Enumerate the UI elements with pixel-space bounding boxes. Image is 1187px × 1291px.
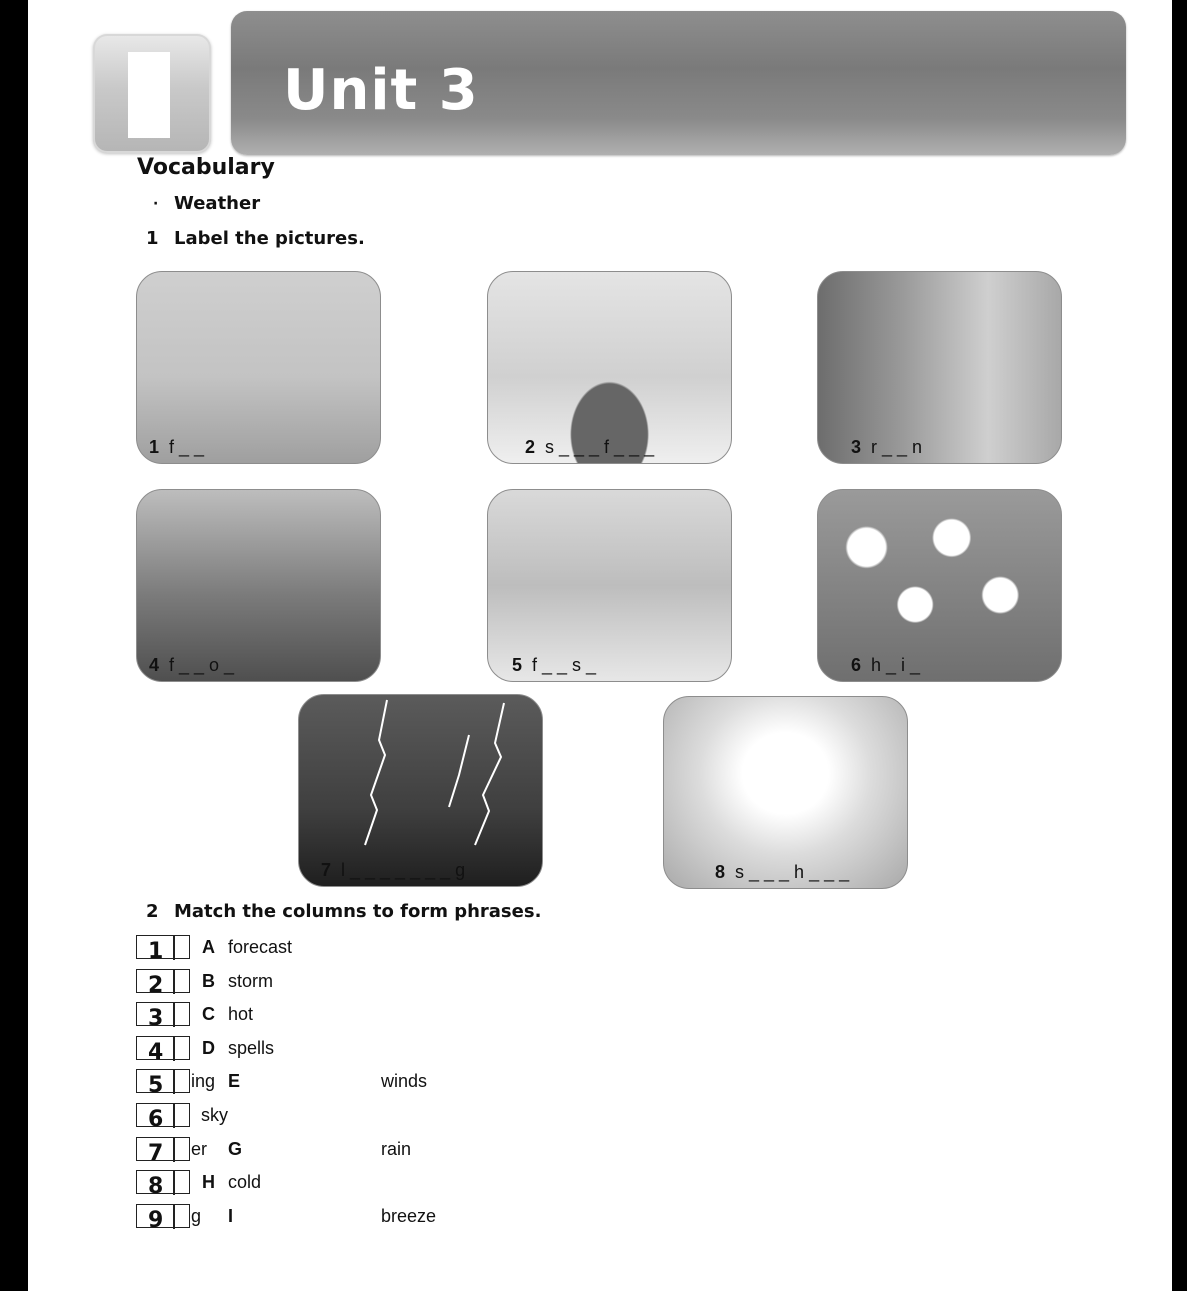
row-number: 3 xyxy=(148,1006,164,1031)
picture-4-caption xyxy=(149,655,234,676)
picture-lightning xyxy=(298,694,543,887)
picture-flood xyxy=(136,489,381,682)
picture-5-clue: f _ _ s _ xyxy=(532,655,597,675)
row-number: 1 xyxy=(148,939,164,964)
picture-frost xyxy=(487,489,732,682)
picture-1-clue: f _ _ xyxy=(169,437,205,457)
exercise-1-number: 1 xyxy=(146,228,159,249)
picture-snowfall xyxy=(487,271,732,464)
row-number: 9 xyxy=(148,1208,164,1233)
picture-3-number: 3 xyxy=(851,437,862,457)
topic-bullet: · xyxy=(153,196,159,212)
exercise-2-instruction: Match the columns to form phrases. xyxy=(174,901,542,922)
picture-8-clue: s _ _ _ h _ _ _ xyxy=(735,862,850,882)
picture-4-number: 4 xyxy=(149,655,160,675)
picture-2-caption xyxy=(525,437,654,458)
picture-6-number: 6 xyxy=(851,655,862,675)
picture-1-number: 1 xyxy=(149,437,160,457)
unit-title: Unit 3 xyxy=(283,58,479,123)
picture-7-caption xyxy=(321,860,465,881)
picture-7-number: 7 xyxy=(321,860,332,880)
picture-fog xyxy=(136,271,381,464)
phrase-fragment: ing xyxy=(191,1071,216,1091)
column-word: breeze xyxy=(381,1206,437,1226)
column-word: forecast xyxy=(228,937,293,957)
row-number: 7 xyxy=(148,1141,164,1166)
column-word: hot xyxy=(228,1004,254,1024)
picture-2-number: 2 xyxy=(525,437,536,457)
picture-3-clue: r _ _ n xyxy=(871,437,923,457)
column-letter: H xyxy=(202,1172,215,1192)
column-letter: B xyxy=(202,971,215,991)
phrase-fragment: g xyxy=(191,1206,202,1226)
picture-8-number: 8 xyxy=(715,862,726,882)
picture-7-clue: l _ _ _ _ _ _ _ g xyxy=(341,860,466,880)
column-word: sky xyxy=(201,1105,228,1125)
column-letter: G xyxy=(228,1139,243,1159)
lightning-bolts xyxy=(299,695,543,887)
picture-hail xyxy=(817,489,1062,682)
column-letter: C xyxy=(202,1004,215,1024)
row-number: 2 xyxy=(148,973,164,998)
row-number: 5 xyxy=(148,1073,164,1098)
section-title: Vocabulary xyxy=(137,155,275,180)
row-number: 6 xyxy=(148,1107,164,1132)
picture-6-clue: h _ i _ xyxy=(871,655,921,675)
picture-6-caption xyxy=(851,655,920,676)
row-number: 8 xyxy=(148,1174,164,1199)
picture-8-caption xyxy=(715,862,849,883)
column-word: cold xyxy=(228,1172,262,1192)
exercise-1-instruction: Label the pictures. xyxy=(174,228,365,249)
picture-4-clue: f _ _ o _ xyxy=(169,655,235,675)
picture-rain xyxy=(817,271,1062,464)
picture-5-number: 5 xyxy=(512,655,523,675)
phrase-fragment: er xyxy=(191,1139,208,1159)
column-letter: D xyxy=(202,1038,215,1058)
picture-2-clue: s _ _ _ f _ _ _ xyxy=(545,437,655,457)
column-letter: I xyxy=(228,1206,234,1226)
picture-3-caption xyxy=(851,437,922,458)
topic-title: Weather xyxy=(174,193,261,214)
unit-badge-bar xyxy=(128,52,170,138)
column-letter: E xyxy=(228,1071,241,1091)
column-word: rain xyxy=(381,1139,412,1159)
column-word: storm xyxy=(228,971,273,991)
picture-1-caption xyxy=(149,437,204,458)
column-word: winds xyxy=(381,1071,428,1091)
picture-5-caption xyxy=(512,655,596,676)
row-number: 4 xyxy=(148,1040,164,1065)
column-word: spells xyxy=(228,1038,275,1058)
column-letter: A xyxy=(202,937,215,957)
exercise-2-number: 2 xyxy=(146,901,159,922)
picture-sunshine xyxy=(663,696,908,889)
